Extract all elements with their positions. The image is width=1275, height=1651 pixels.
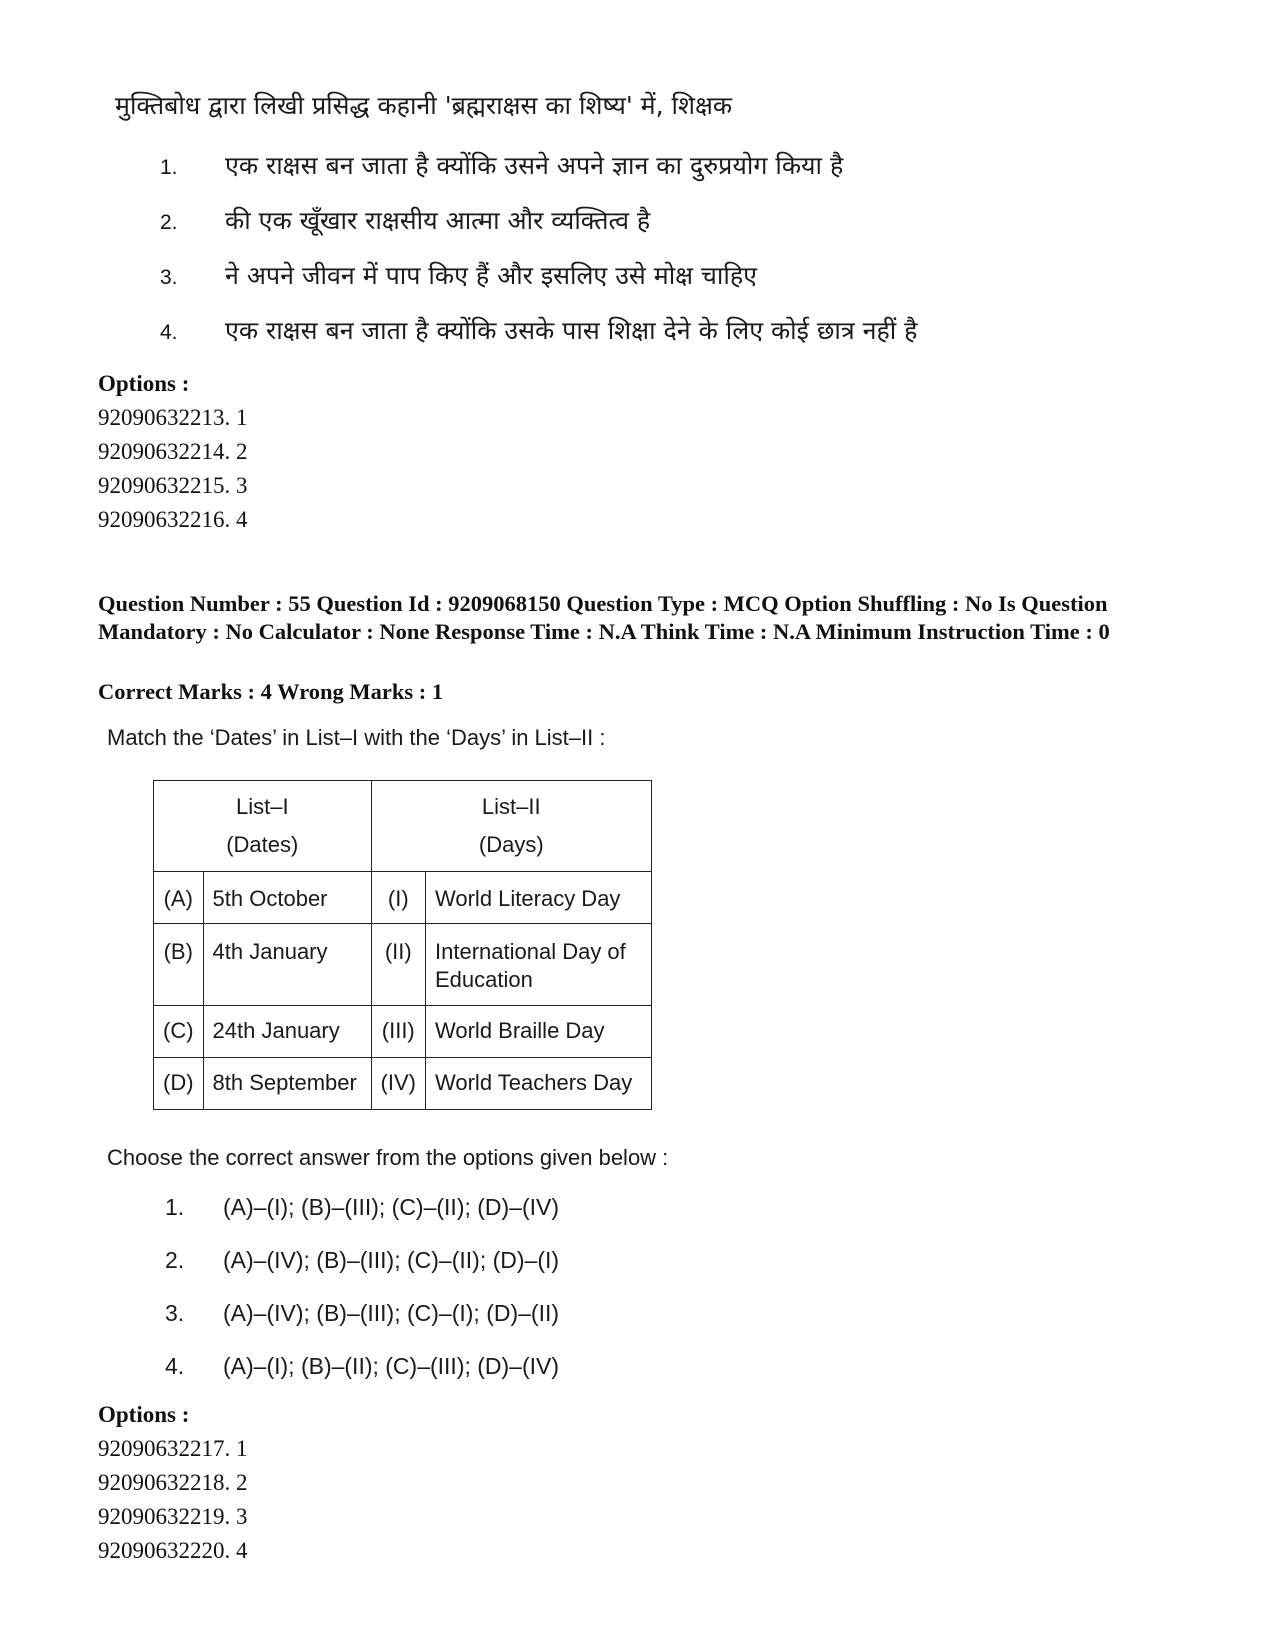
answer-text: (A)–(IV); (B)–(III); (C)–(II); (D)–(I) [223, 1247, 560, 1273]
table-row [154, 924, 652, 1006]
day-cell: World Teachers Day [426, 1058, 652, 1110]
choice-item [160, 203, 917, 258]
answer-number: 4. [165, 1353, 185, 1379]
question-55-marks: Correct Marks : 4 Wrong Marks : 1 [98, 679, 444, 704]
choice-item [160, 313, 917, 368]
question-55-options [98, 1398, 248, 1568]
list-2-label: (II) [371, 924, 425, 1006]
choice-number: 3. [160, 266, 178, 289]
answer-item [165, 1194, 559, 1247]
list-1-subtitle: (Dates) [226, 832, 299, 857]
choice-number: 4. [160, 321, 178, 344]
options-label: Options : [98, 1402, 190, 1427]
list-2-subtitle: (Days) [478, 832, 544, 857]
date-cell: 5th October [203, 872, 371, 924]
choice-text: एक राक्षस बन जाता है क्योंकि उसके पास शिक्षा देने के लिए कोई छात्र नहीं है [225, 316, 918, 345]
list-1-header [154, 781, 372, 872]
option-line: 92090632214. 2 [98, 439, 248, 464]
option-line: 92090632220. 4 [98, 1538, 248, 1563]
choice-text: ने अपने जीवन में पाप किए हैं और इसलिए उसे मोक्ष चाहिए [225, 261, 757, 290]
option-line: 92090632217. 1 [98, 1436, 248, 1461]
list-1-label: (C) [154, 1006, 204, 1058]
answer-number: 2. [165, 1247, 185, 1273]
table-row [154, 1006, 652, 1058]
option-line: 92090632215. 3 [98, 473, 248, 498]
choose-instruction: Choose the correct answer from the options given below : [107, 1145, 669, 1170]
answer-text: (A)–(I); (B)–(II); (C)–(III); (D)–(IV) [223, 1353, 560, 1379]
table-header-row [154, 781, 652, 872]
table-row [154, 1058, 652, 1110]
choice-number: 1. [160, 156, 178, 179]
question-55-answers [165, 1194, 559, 1406]
option-line: 92090632216. 4 [98, 507, 248, 532]
options-label: Options : [98, 371, 190, 396]
option-line: 92090632218. 2 [98, 1470, 248, 1495]
list-2-label: (III) [371, 1006, 425, 1058]
date-cell: 8th September [203, 1058, 371, 1110]
question-55-instruction: Match the ‘Dates’ in List–I with the ‘Days’ in List–II : [107, 725, 606, 750]
answer-number: 1. [165, 1194, 185, 1220]
option-line: 92090632213. 1 [98, 405, 248, 430]
list-2-header [371, 781, 651, 872]
answer-text: (A)–(IV); (B)–(III); (C)–(I); (D)–(II) [223, 1300, 560, 1326]
list-1-label: (A) [154, 872, 204, 924]
list-1-title: List–I [235, 794, 289, 819]
day-cell: International Day of Education [426, 924, 652, 1006]
choice-text: एक राक्षस बन जाता है क्योंकि उसने अपने ज्ञान का दुरुप्रयोग किया है [225, 151, 844, 180]
question-54-stem: मुक्तिबोध द्वारा लिखी प्रसिद्ध कहानी 'ब्रह्मराक्षस का शिष्य' में, शिक्षक [115, 91, 733, 120]
day-cell: World Braille Day [426, 1006, 652, 1058]
option-line: 92090632219. 3 [98, 1504, 248, 1529]
answer-text: (A)–(I); (B)–(III); (C)–(II); (D)–(IV) [223, 1194, 560, 1220]
question-54-options [98, 367, 248, 537]
list-1-label: (D) [154, 1058, 204, 1110]
list-2-label: (I) [371, 872, 425, 924]
choice-item [160, 258, 917, 313]
list-2-label: (IV) [371, 1058, 425, 1110]
choice-number: 2. [160, 211, 178, 234]
answer-item [165, 1247, 559, 1300]
match-table [153, 780, 652, 1110]
list-2-title: List–II [481, 794, 541, 819]
question-54-choices [160, 148, 917, 368]
question-55-meta: Question Number : 55 Question Id : 9209068150 Question Type : MCQ Option Shuffling : No Is Question Mandatory : No Calculator : None Response Time : N.A Think Time : N.A Minimum Instruction Time : 0 [98, 591, 1110, 644]
choice-text: की एक खूँखार राक्षसीय आत्मा और व्यक्तित्व है [225, 206, 651, 235]
list-1-label: (B) [154, 924, 204, 1006]
choice-item [160, 148, 917, 203]
date-cell: 24th January [203, 1006, 371, 1058]
answer-number: 3. [165, 1300, 185, 1326]
date-cell: 4th January [203, 924, 371, 1006]
day-cell: World Literacy Day [426, 872, 652, 924]
answer-item [165, 1300, 559, 1353]
table-row [154, 872, 652, 924]
